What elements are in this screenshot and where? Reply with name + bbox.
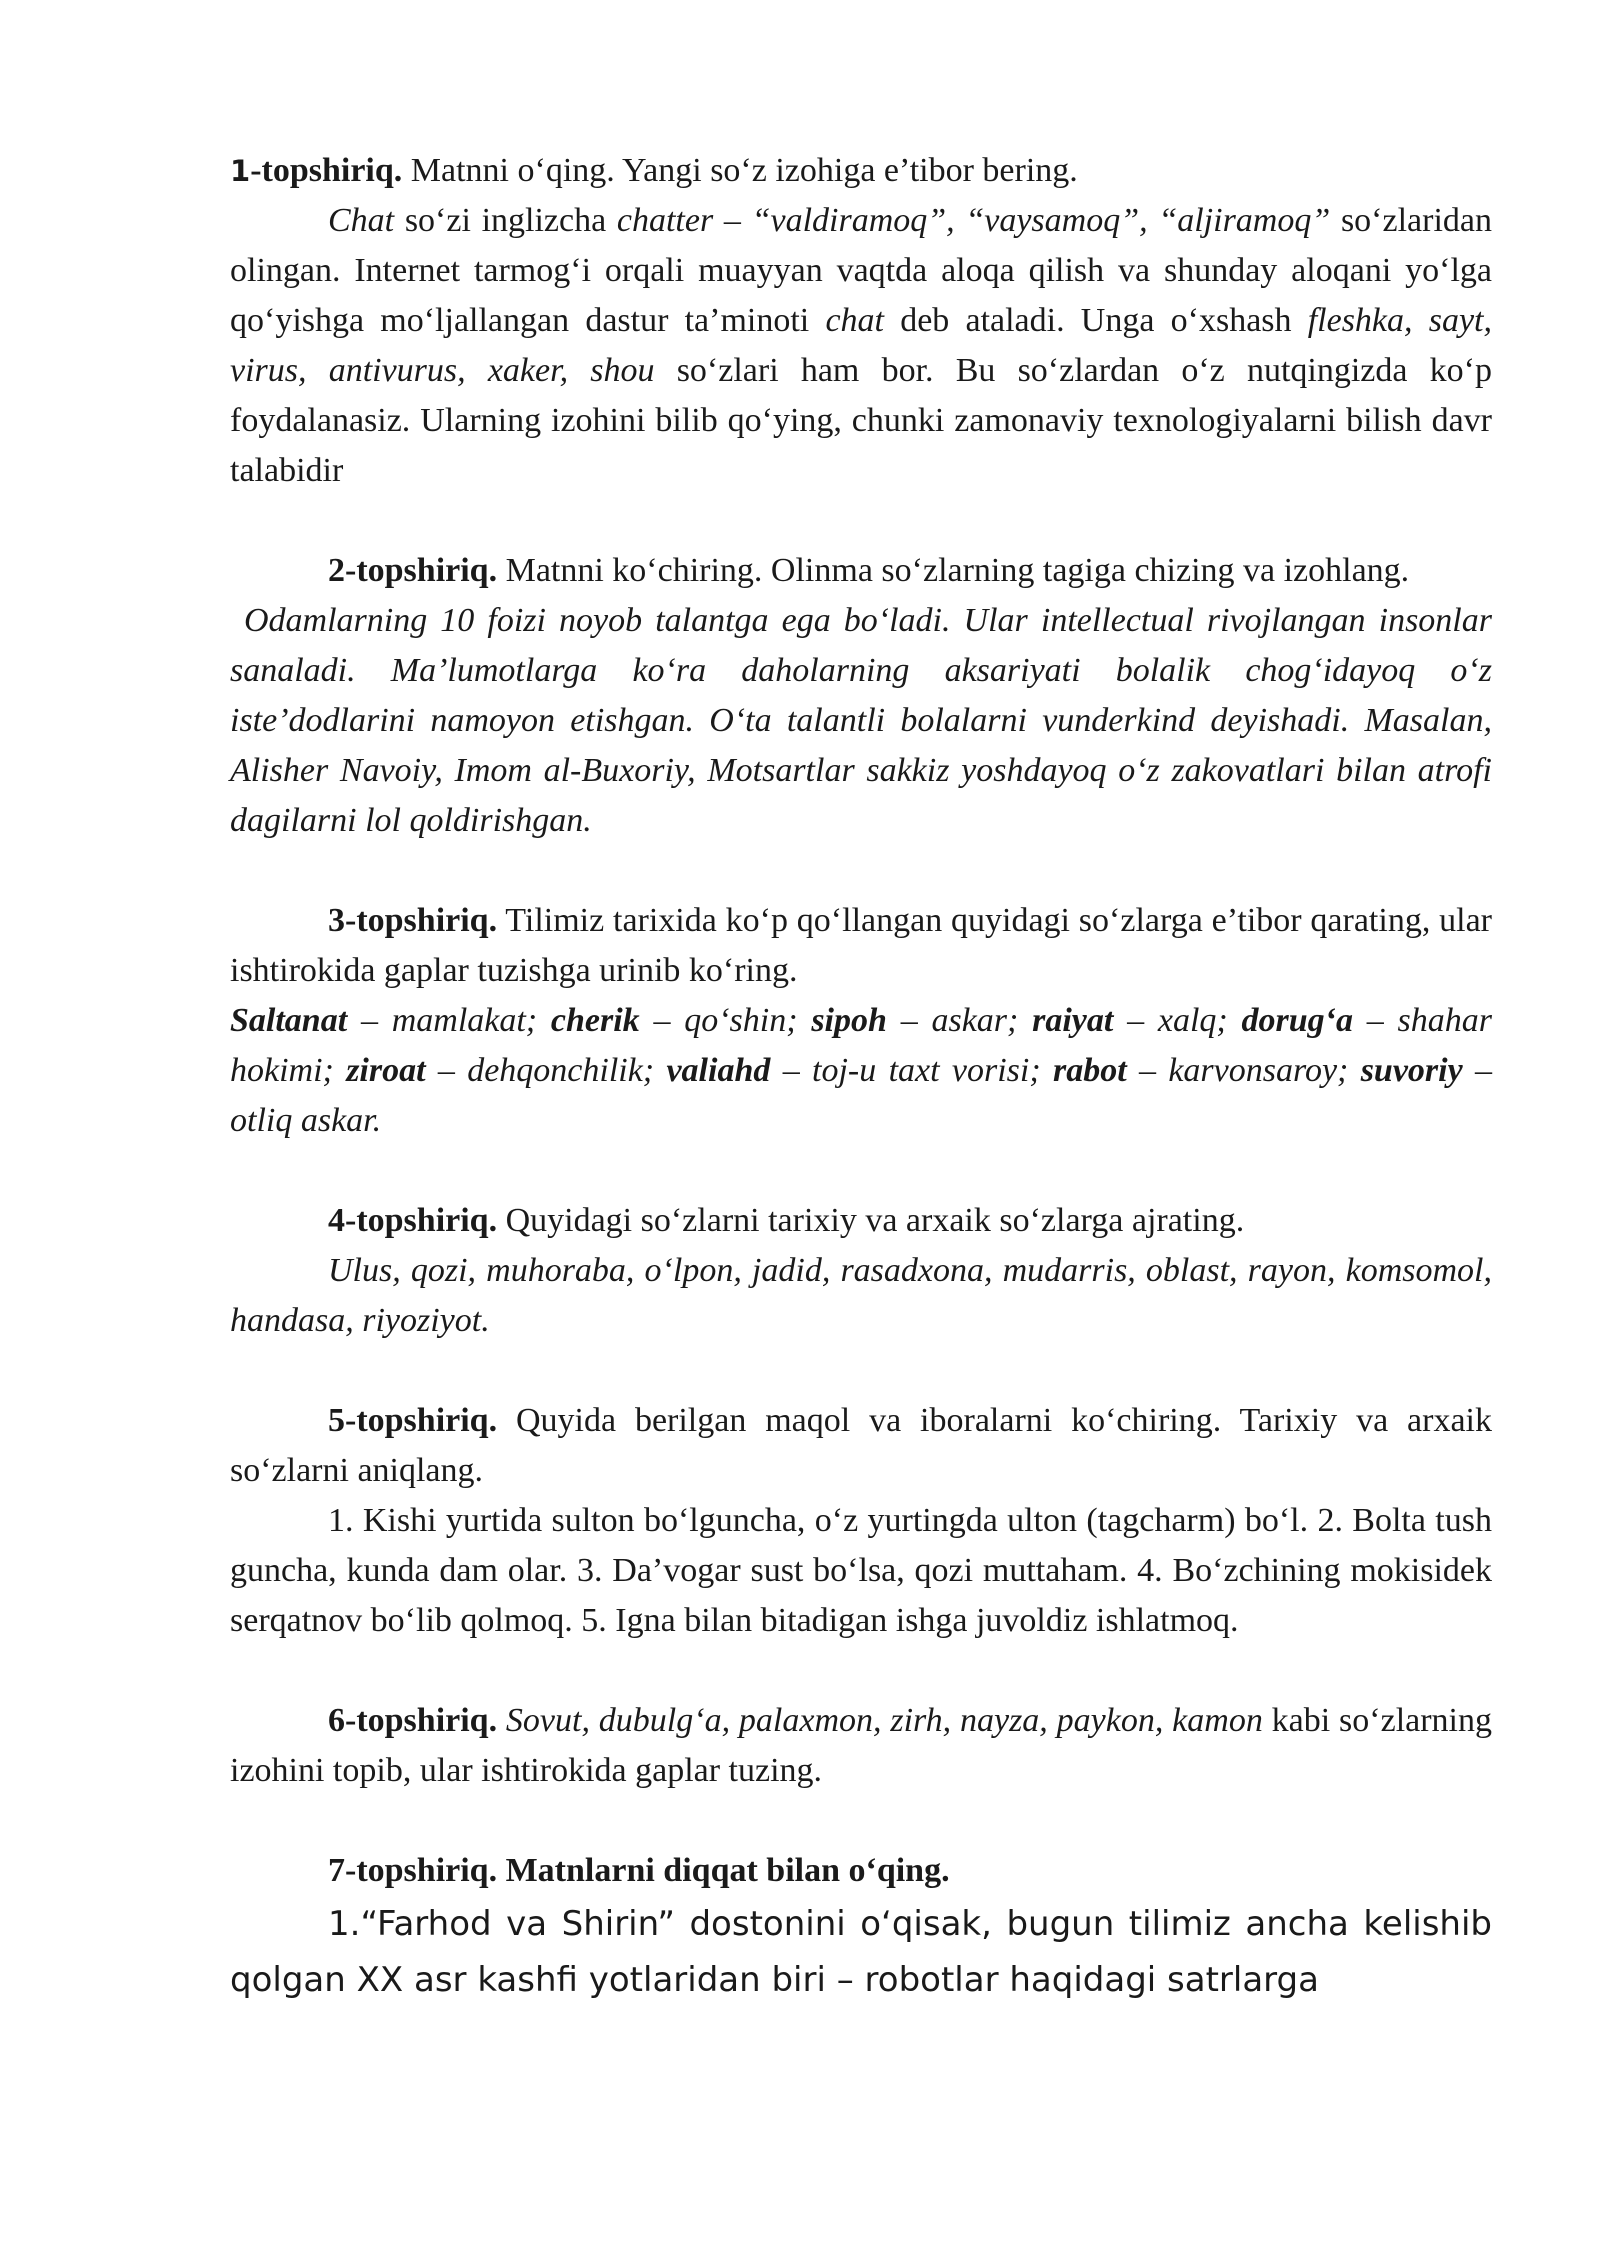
task-3-heading: 3-topshiriq. (328, 902, 498, 939)
task-1-instruction: 1-topshiriq. Matnni o‘qing. Yangi so‘z izohiga e’tibor bering. (230, 152, 1078, 189)
task-5-heading: 5-topshiriq. (328, 1402, 498, 1439)
term-word: rabot (1052, 1052, 1127, 1089)
task-2-heading: 2-topshiriq. (328, 552, 498, 589)
task-6-instruction: 6-topshiriq. Sovut, dubulg‘a, palaxmon, zirh, nayza, paykon, kamon kabi so‘zlarning izohini topib, ular ishtirokida gaplar tuzing. (230, 1702, 1492, 1789)
term-definition: – qo‘shin; (639, 1002, 812, 1039)
term-definition: – shahar hokimi; (230, 1002, 1493, 1089)
term-definition: – dehqonchilik; (425, 1052, 667, 1089)
term-word: dorug‘a (1241, 1002, 1353, 1039)
term-word: Saltanat (230, 1002, 348, 1039)
term-definition: – otliq askar. (230, 1052, 1493, 1139)
task-5-instruction: 5-topshiriq. Quyida berilgan maqol va iboralarni ko‘chiring. Tarixiy va arxaik so‘zlarni aniqlang. (230, 1402, 1492, 1489)
task-4-instruction: 4-topshiriq. Quyidagi so‘zlarni tarixiy va arxaik so‘zlarga ajrating. (328, 1202, 1245, 1239)
task-7-text: 1.“Farhod va Shirin” dostonini o‘qisak, bugun tilimiz ancha kelishib qolgan XX asr kashfi yotlaridan biri – robotlar haqidagi satrlarga (230, 1904, 1492, 2000)
term-word: valiahd (666, 1052, 771, 1089)
document-page (230, 146, 1492, 2008)
task-2-instruction: 2-topshiriq. Matnni ko‘chiring. Olinma so‘zlarning tagiga chizing va izohlang. (328, 552, 1410, 589)
task-1-heading: 1-topshiriq. (230, 152, 403, 189)
task-4-text: Ulus, qozi, muhoraba, o‘lpon, jadid, rasadxona, mudarris, oblast, rayon, komsomol, handasa, riyoziyot. (230, 1252, 1492, 1339)
task-4-heading: 4-topshiriq. (328, 1202, 498, 1239)
term-word: sipoh (811, 1002, 887, 1039)
term-definition: – xalq; (1113, 1002, 1242, 1039)
term-definition: – askar; (886, 1002, 1033, 1039)
task-3-terms (230, 996, 1492, 1146)
task-7-heading: 7-topshiriq. Matnlarni diqqat bilan o‘qing. (328, 1852, 950, 1889)
term-word: raiyat (1032, 1002, 1114, 1039)
term-word: cherik (550, 1002, 640, 1039)
task-2-text: Odamlarning 10 foizi noyob talantga ega bo‘ladi. Ular intellectual rivojlangan insonlar sanaladi. Ma’lumotlarga ko‘ra daholarning aksariyati bolalik chog‘idayoq o‘z iste’dodlarini namoyon etishgan. O‘ta talantli bolalarni vunderkind deyishadi. Masalan, Alisher Navoiy, Imom al-Buxoriy, Motsartlar sakkiz yoshdayoq o‘z zakovatlari bilan atrofi dagilarni lol qoldirishgan. (230, 602, 1492, 839)
task-1-text: Chat so‘zi inglizcha chatter – “valdiramoq”, “vaysamoq”, “aljiramoq” so‘zlaridan olingan. Internet tarmog‘i orqali muayyan vaqtda aloqa qilish va shunday aloqani yo‘lga qo‘yishga mo‘ljallangan dastur ta’minoti chat deb ataladi. Unga o‘xshash fleshka, sayt, virus, antivurus, xaker, shou so‘zlari ham bor. Bu so‘zlardan o‘z nutqingizda ko‘p foydalanasiz. Ularning izohini bilib qo‘ying, chunki zamonaviy texnologiyalarni bilish davr talabidir (230, 202, 1492, 489)
term-word: suvoriy (1360, 1052, 1463, 1089)
term-definition: – toj-u taxt vorisi; (770, 1052, 1053, 1089)
task-5-text: 1. Kishi yurtida sulton bo‘lguncha, o‘z yurtingda ulton (tagcharm) bo‘l. 2. Bolta tush guncha, kunda dam olar. 3. Da’vogar sust bo‘lsa, qozi muttaham. 4. Bo‘zchining mokisidek serqatnov bo‘lib qolmoq. 5. Igna bilan bitadigan ishga juvoldiz ishlatmoq. (230, 1502, 1492, 1639)
term-definition: – karvonsaroy; (1126, 1052, 1361, 1089)
term-word: ziroat (346, 1052, 426, 1089)
term-definition: – mamlakat; (347, 1002, 551, 1039)
task-6-heading: 6-topshiriq. (328, 1702, 498, 1739)
task-1-number: 1 (230, 154, 251, 188)
task-3-instruction: 3-topshiriq. Tilimiz tarixida ko‘p qo‘llangan quyidagi so‘zlarga e’tibor qarating, ular ishtirokida gaplar tuzishga urinib ko‘ring. (230, 902, 1492, 989)
